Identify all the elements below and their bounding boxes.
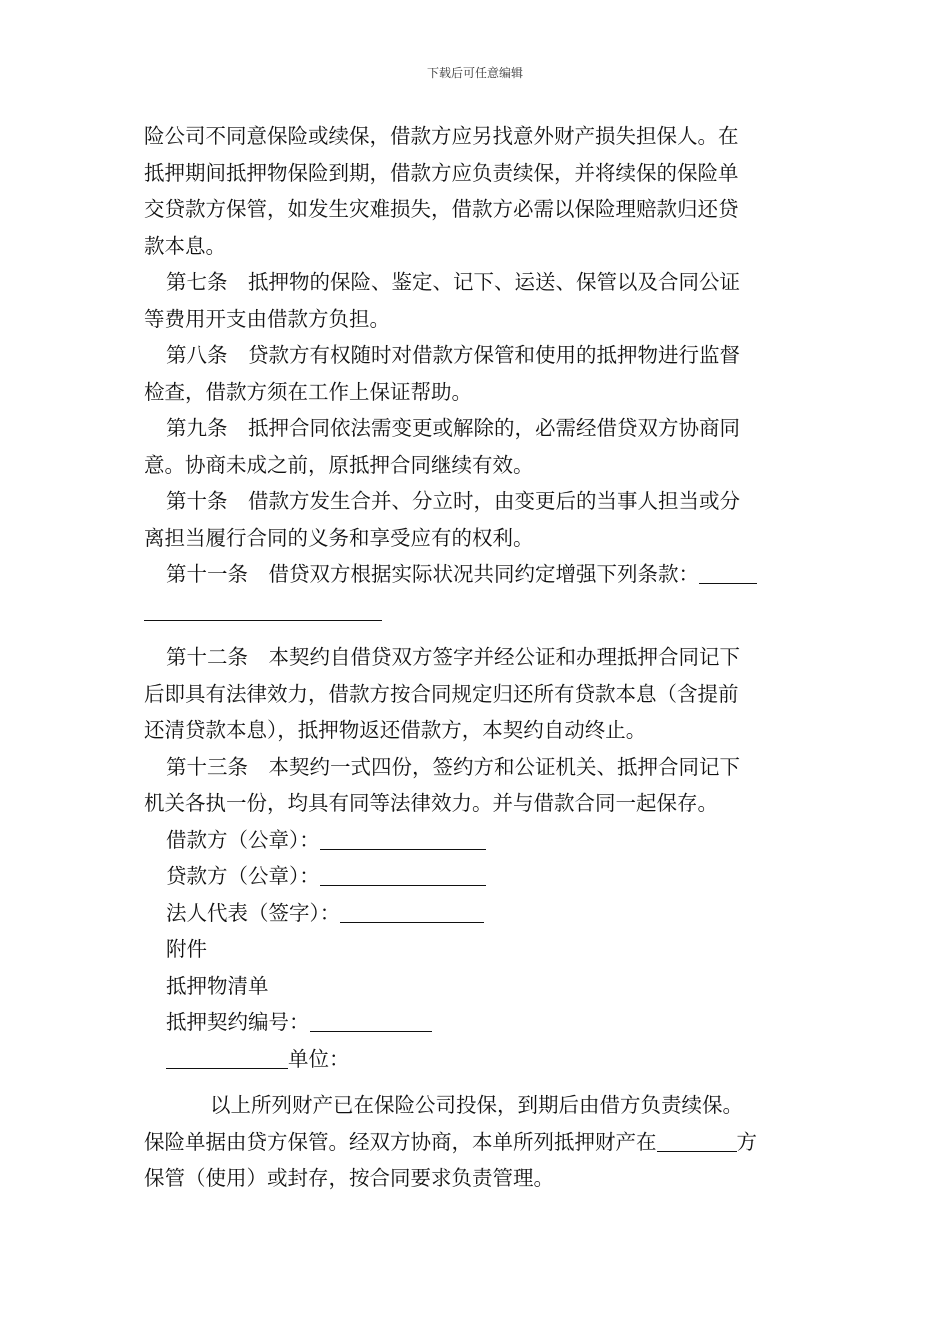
collateral-list-title: 抵押物清单 [166,973,269,998]
article-10-line: 第十条 借款方发生合并、分立时，由变更后的当事人担当或分 [166,489,740,513]
article-11-line [144,556,808,593]
paragraph-line: 抵押期间抵押物保险到期，借款方应负责续保，并将续保的保险单 [144,160,739,185]
signature-blank [340,900,484,923]
page-header: 下载后可任意编辑 [426,66,523,80]
signature-borrower-label: 借款方（公章）： [166,827,320,852]
final-paragraph-line: 保管（使用）或封存，按合同要求负责管理。 [144,1166,554,1190]
final-paragraph-line [144,1124,808,1161]
document-body [144,118,808,1197]
fill-in-blank [310,1009,432,1032]
paragraph-line: 险公司不同意保险或续保，借款方应另找意外财产损失担保人。在 [144,124,739,148]
spacer [144,629,808,639]
article-7-line: 等费用开支由借款方负担。 [144,306,390,331]
article-12-line: 第十二条 本契约自借贷双方签字并经公证和办理抵押合同记下 [166,645,740,669]
article-11-text: 第十一条 借贷双方根据实际状况共同约定增强下列条款： [166,562,699,586]
signature-blank [320,827,486,850]
unit-line [144,1041,808,1078]
article-12-line: 后即具有法律效力，借款方按合同规定归还所有贷款本息（含提前 [144,681,739,706]
contract-number-label: 抵押契约编号： [166,1010,310,1034]
article-12-line: 还清贷款本息），抵押物返还借款方，本契约自动终止。 [144,718,647,742]
article-11-blank-line [144,593,808,630]
paragraph-line: 交贷款方保管，如发生灾难损失，借款方必需以保险理赔款归还贷 [144,197,739,221]
final-text: 方 [736,1129,757,1154]
article-13-line: 机关各执一份，均具有同等法律效力。并与借款合同一起保存。 [144,791,718,815]
signature-blank [320,863,486,886]
paragraph-line: 款本息。 [144,233,226,258]
article-8-line: 检查，借款方须在工作上保证帮助。 [144,379,472,404]
final-paragraph-line: 以上所列财产已在保险公司投保，到期后由借方负责续保。 [210,1093,743,1117]
signature-legal-rep [144,895,808,932]
fill-in-blank [699,561,757,584]
attachment-label: 附件 [166,937,207,961]
article-9-line: 第九条 抵押合同依法需变更或解除的，必需经借贷双方协商同 [166,416,740,440]
article-7-line: 第七条 抵押物的保险、鉴定、记下、运送、保管以及合同公证 [166,270,740,294]
fill-in-blank [166,1046,288,1069]
spacer [144,1077,808,1087]
signature-lender-label: 贷款方（公章）： [166,864,320,888]
signature-legal-label: 法人代表（签字）： [166,900,341,925]
article-8-line: 第八条 贷款方有权随时对借款方保管和使用的抵押物进行监督 [166,343,740,367]
contract-number [144,1004,808,1041]
article-10-line: 离担当履行合同的义务和享受应有的权利。 [144,525,534,550]
fill-in-blank [144,598,382,621]
signature-lender [144,858,808,895]
fill-in-blank [657,1129,737,1152]
signature-borrower [144,822,808,859]
article-9-line: 意。协商未成之前，原抵押合同继续有效。 [144,452,534,477]
final-text: 保险单据由贷方保管。经双方协商，本单所列抵押财产在 [144,1129,657,1154]
unit-label: 单位： [288,1046,350,1071]
article-13-line: 第十三条 本契约一式四份，签约方和公证机关、抵押合同记下 [166,754,740,779]
